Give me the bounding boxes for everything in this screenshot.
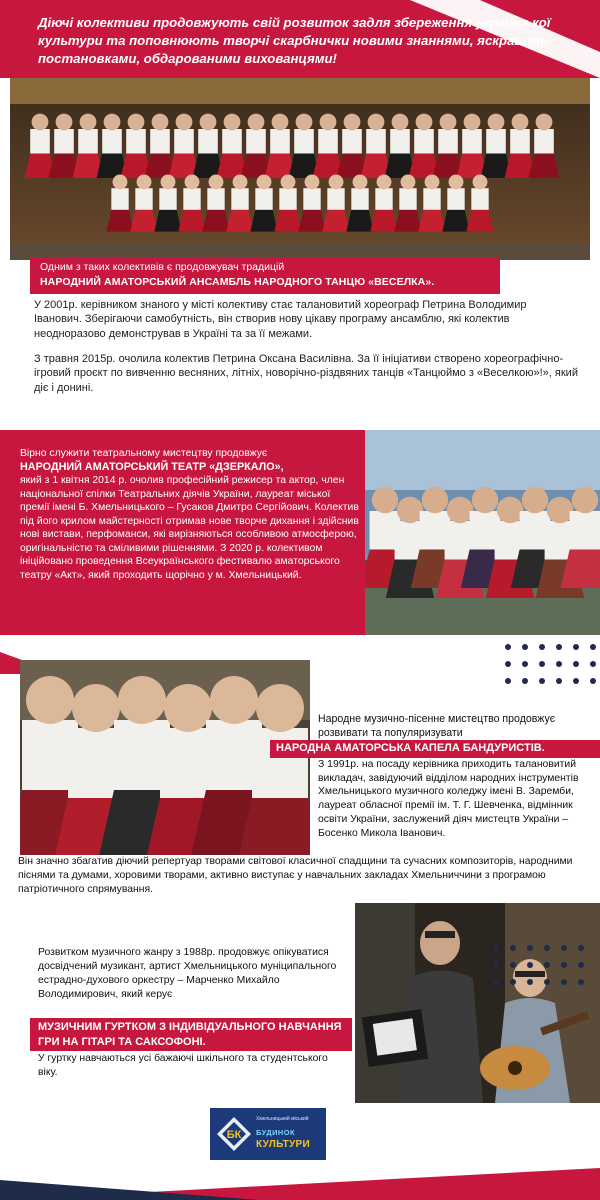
decor-dot: [539, 661, 545, 667]
ensemble-paragraph-2: З травня 2015р. очолила колектив Петрина Оксана Василівна. За її ініціативи створено хореографічно-ігровий проєкт по вивченню весняних, літніх, новорічно-різдвяних танців «Танцюймо з «Веселкою»!», який діє і донині.: [34, 353, 578, 394]
guitar-club-title-band: [30, 1018, 352, 1051]
decor-dot: [493, 945, 499, 951]
decor-dot: [493, 979, 499, 985]
theatre-name: НАРОДНИЙ АМАТОРСЬКИЙ ТЕАТР «ДЗЕРКАЛО»,: [20, 460, 284, 473]
header-title: Діючі колективи продовжують свій розвиток задля збереження української культури та поповнюють творчі скарбнички новими знаннями, яскравими постановками, обдарованими вихованцями!: [38, 15, 551, 66]
guitar-club-footer: У гуртку навчаються усі бажаючі шкільного та студентського віку.: [38, 1053, 328, 1078]
chapel-intro: Народне музично-пісенне мистецтво продовжує розвивати та популяризувати: [318, 713, 556, 739]
decor-dot: [527, 945, 533, 951]
decor-dot: [561, 945, 567, 951]
decor-dots-middle: [493, 945, 584, 985]
decor-dot: [590, 661, 596, 667]
decor-dot: [544, 962, 550, 968]
decor-dot: [556, 661, 562, 667]
logo-emblem-icon: [216, 1116, 252, 1152]
decor-dot: [539, 644, 545, 650]
decor-dot: [561, 962, 567, 968]
decor-dot: [556, 644, 562, 650]
decor-dot: [590, 678, 596, 684]
chapel-title-band: [270, 740, 600, 758]
decor-dot: [573, 661, 579, 667]
decor-dot: [578, 945, 584, 951]
decor-dots-top: [505, 644, 596, 684]
svg-text:БК: БК: [226, 1129, 242, 1141]
theatre-text: [20, 447, 360, 582]
decor-dot: [510, 945, 516, 951]
guitar-club-name: МУЗИЧНИМ ГУРТКОМ З ІНДИВІДУАЛЬНОГО НАВЧАННЯ ГРИ НА ГІТАРІ ТА САКСОФОНІ.: [38, 1021, 342, 1048]
chapel-name: НАРОДНА АМАТОРСЬКА КАПЕЛА БАНДУРИСТІВ.: [276, 742, 545, 754]
bandura-chapel-photo: [20, 660, 310, 855]
decor-dot: [539, 678, 545, 684]
decor-dot: [578, 979, 584, 985]
decor-dot: [522, 678, 528, 684]
ensemble-intro: Одним з таких колективів є продовжувач традицій: [40, 261, 285, 273]
ensemble-name: НАРОДНИЙ АМАТОРСЬКИЙ АНСАМБЛЬ НАРОДНОГО ТАНЦЮ «ВЕСЕЛКА».: [40, 276, 435, 288]
decor-dot: [573, 678, 579, 684]
theatre-troupe-photo: [365, 430, 600, 635]
logo-line-2: КУЛЬТУРИ: [256, 1139, 310, 1150]
decor-dot: [493, 962, 499, 968]
dance-ensemble-photo: [10, 78, 590, 260]
guitar-lesson-photo: [355, 903, 600, 1103]
decor-dot: [522, 661, 528, 667]
decor-dot: [590, 644, 596, 650]
decor-dot: [505, 678, 511, 684]
chapel-body: З 1991р. на посаду керівника приходить талановитий викладач, завідуючий відділом народних інструментів Хмельницького музичного коледжу імені В. Заремби, лауреат обласної премії ім. Т. Г. Шевченка, відмінник освіти України, заслужений діяч мистецтв України – Босенко Микола Іванович.: [318, 759, 579, 839]
ensemble-paragraph-1: У 2001р. керівником знаного у місті колективу стає талановитий хореограф Петрина Володимир Іванович. Зберігаючи самобутність, він створив нову цікаву програму ансамблю, які колектив неодноразово демонстрував в Україні та за її межами.: [34, 299, 527, 340]
theatre-intro: Вірно служити театральному мистецтву продовжує: [20, 448, 268, 459]
decor-dot: [556, 678, 562, 684]
decor-dot: [573, 644, 579, 650]
decor-dot: [561, 979, 567, 985]
guitar-club-text: Розвитком музичного жанру з 1988р. продовжує опікуватися досвідчений музикант, артист Хмельницького муніципального естрадно-духового оркестру – Марченко Михайло Володимирович, який керує: [38, 947, 337, 1000]
decor-dot: [505, 644, 511, 650]
decor-dot: [527, 979, 533, 985]
decor-dot: [544, 979, 550, 985]
footer-decor: [0, 1150, 600, 1200]
decor-dot: [578, 962, 584, 968]
chapel-continuation: Він значно збагатив діючий репертуар творами світової класичної спадщини та сучасних композиторів, народними піснями та думами, хоровими творами, активно виступає у навчальних закладах Хмельниччини з програмою патріотичного спрямування.: [18, 856, 573, 895]
logo-line-1: БУДИНОК: [256, 1128, 296, 1137]
logo-small-text: Хмельницький міський: [256, 1116, 309, 1122]
ensemble-title-band: [30, 258, 500, 294]
decor-dot: [527, 962, 533, 968]
decor-dot: [505, 661, 511, 667]
decor-dot: [522, 644, 528, 650]
decor-dot: [510, 979, 516, 985]
decor-dot: [510, 962, 516, 968]
theatre-body: який з 1 квітня 2014 р. очолив професійний режисер та актор, член національної спілки Театральних діячів України, лауреат міської премії імені Б. Хмельницького – Гусаков Дмитро Сергійович. Колектив під його крилом майстерності отримав нове творче дихання і здійснив нові вистави, перфоманси, які вирізняються особливою атмосферою, оригінальністю та сміливими рішеннями. З 2020 р. колективом ініційовано проведення Всеукраїнського фестивалю аматорського театру «Акт», який проходить щорічно у м. Хмельницький.: [20, 475, 359, 581]
decor-dot: [544, 945, 550, 951]
